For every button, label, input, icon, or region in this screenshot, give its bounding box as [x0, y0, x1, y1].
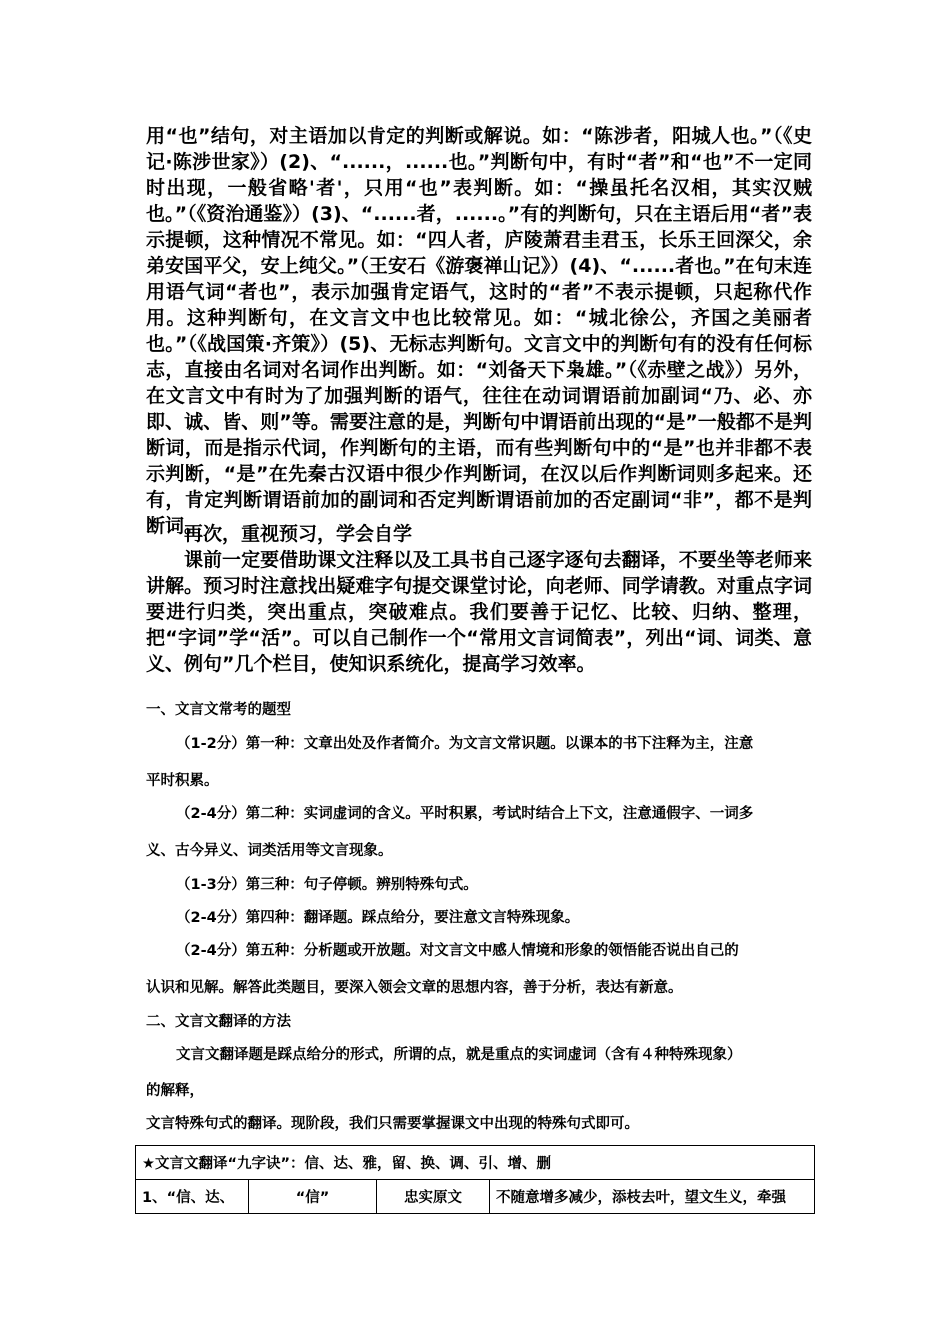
table-cell: 1、“信、达、	[136, 1180, 249, 1214]
paragraph-judgment-sentences: 用“也”结句，对主语加以肯定的判断或解说。如：“陈涉者，阳城人也。”（《史记·陈涉世家》）(2)、“......，......也。”判断句中，有时“者”和“也”不一定同时出现，一般省略'者'，只用“也”表判断。如：“操虽托名汉相，其实汉贼也。”（《资治通鉴》）(3)、“......者，......。”有的判断句，只在主语后用“者”表示提顿，这种情况不常见。如：“四人者，庐陵萧君圭君玉，长乐王回深父，余弟安国平父，安上纯父。”（王安石《游褒禅山记》）(4)、“......者也。”在句末连用语气词“者也”，表示加强肯定语气，这时的“者”不表示提顿，只起称代作用。这种判断句，在文言文中也比较常见。如：“城北徐公，齐国之美丽者也。”（《战国策·齐策》）(5)、无标志判断句。文言文中的判断句有的没有任何标志，直接由名词对名词作出判断。如：“刘备天下枭雄。”（《赤壁之战》）另外，在文言文中有时为了加强判断的语气，往往在动词谓语前加副词“乃、必、亦即、诚、皆、则”等。需要注意的是，判断句中谓语前出现的“是”一般都不是判断词，而是指示代词，作判断句的主语，而有些判断句中的“是”也并非都不表示判断，“是”在先秦古汉语中很少作判断词，在汉以后作判断词则多起来。还有，肯定判断谓语前加的副词和否定判断谓语前加的否定副词“非”，都不是判断词。	[146, 125, 812, 537]
question-type-3: （1-3分）第三种：句子停顿。辨别特殊句式。	[176, 877, 478, 893]
question-type-5-line1: （2-4分）第五种：分析题或开放题。对文言文中感人情境和形象的领悟能否说出自己的	[176, 943, 739, 959]
table-cell: “信”	[249, 1180, 377, 1214]
translation-intro-line2: 的解释，	[146, 1083, 204, 1099]
heading-preview-self-study: 再次，重视预习，学会自学	[184, 523, 413, 545]
table-header-cell: ★文言文翻译“九字诀”：信、达、雅，留、换、调、引、增、删	[136, 1146, 815, 1180]
question-type-5-line2: 认识和见解。解答此类题目，要深入领会文章的思想内容，善于分析，表达有新意。	[146, 980, 683, 996]
nine-character-table	[135, 1145, 815, 1214]
question-type-2-line2: 义、古今异义、词类活用等文言现象。	[146, 843, 393, 859]
question-type-2-line1: （2-4分）第二种：实词虚词的含义。平时积累，考试时结合上下文，注意通假字、一词多	[176, 806, 754, 822]
question-type-4: （2-4分）第四种：翻译题。踩点给分，要注意文言特殊现象。	[176, 910, 580, 926]
translation-intro-line1: 文言文翻译题是踩点给分的形式，所谓的点，就是重点的实词虚词（含有４种特殊现象）	[176, 1047, 742, 1063]
table-row	[136, 1180, 815, 1214]
question-type-1-line1: （1-2分）第一种：文章出处及作者简介。为文言文常识题。以课本的书下注释为主，注意	[176, 736, 754, 752]
table-header-row	[136, 1146, 815, 1180]
paragraph-preview-method: 课前一定要借助课文注释以及工具书自己逐字逐句去翻译，不要坐等老师来讲解。预习时注意找出疑难字句提交课堂讨论，向老师、同学请教。对重点字词要进行归类，突出重点，突破难点。我们要善于记忆、比较、归纳、整理，把“字词”学“活”。可以自己制作一个“常用文言词简表”，列出“词、词类、意义、例句”几个栏目，使知识系统化，提高学习效率。	[146, 549, 812, 675]
table-cell: 不随意增多减少，添枝去叶，望文生义，牵强	[490, 1180, 815, 1214]
section-title-translation: 二、文言文翻译的方法	[146, 1014, 291, 1030]
translation-intro-line3: 文言特殊句式的翻译。现阶段，我们只需要掌握课文中出现的特殊句式即可。	[146, 1116, 639, 1132]
section-title-question-types: 一、文言文常考的题型	[146, 702, 291, 718]
table-cell: 忠实原文	[377, 1180, 490, 1214]
question-type-1-line2: 平时积累。	[146, 773, 219, 789]
